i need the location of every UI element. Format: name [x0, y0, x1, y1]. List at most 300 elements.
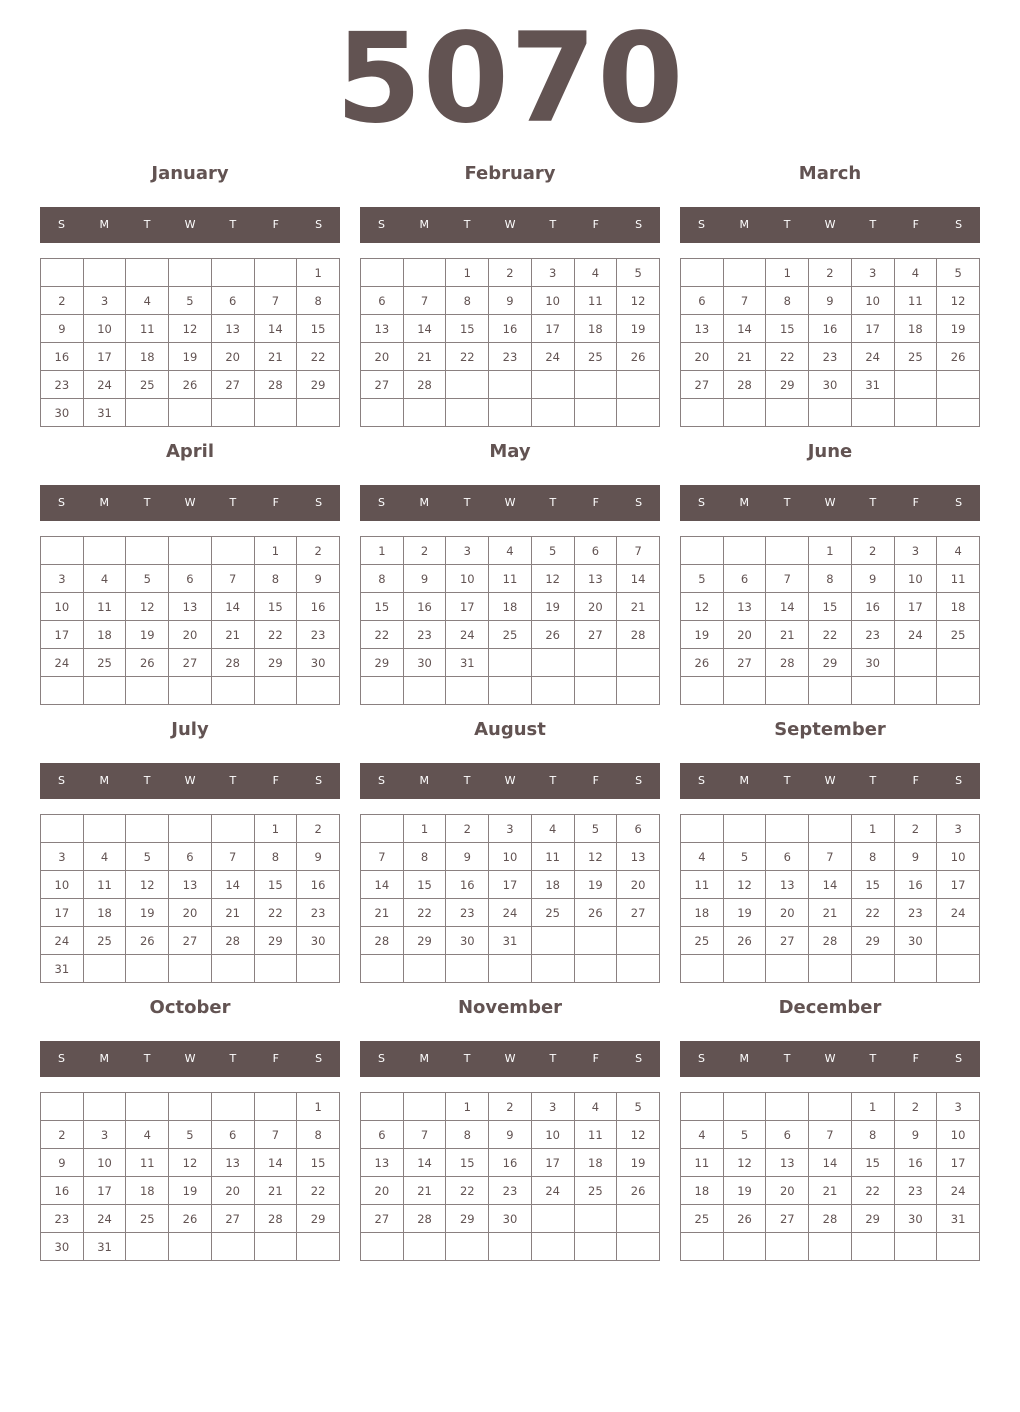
week-row	[41, 315, 340, 343]
day-cell	[254, 677, 297, 705]
week-row	[681, 371, 980, 399]
day-cell: 16	[894, 1149, 937, 1177]
day-cell	[211, 815, 254, 843]
week-row	[41, 537, 340, 565]
day-cell: 5	[617, 1093, 660, 1121]
day-cell: 20	[361, 1177, 404, 1205]
day-cell	[211, 399, 254, 427]
weekday-label: M	[99, 774, 110, 787]
day-cell: 10	[489, 843, 532, 871]
week-row	[681, 315, 980, 343]
day-cell: 23	[489, 343, 532, 371]
week-row	[681, 621, 980, 649]
day-cell: 18	[489, 593, 532, 621]
day-cell: 11	[531, 843, 574, 871]
week-row	[361, 343, 660, 371]
day-cell	[126, 1093, 169, 1121]
week-row	[681, 399, 980, 427]
day-cell	[211, 1093, 254, 1121]
day-cell	[723, 955, 766, 983]
day-cell: 4	[937, 537, 980, 565]
day-cell: 1	[809, 537, 852, 565]
day-cell: 24	[851, 343, 894, 371]
week-row	[361, 1149, 660, 1177]
day-cell: 19	[937, 315, 980, 343]
day-cell: 20	[361, 343, 404, 371]
day-cell: 3	[41, 565, 84, 593]
month-title: November	[457, 997, 563, 1018]
day-cell	[169, 537, 212, 565]
day-cell	[126, 399, 169, 427]
day-cell: 22	[254, 621, 297, 649]
day-cell: 31	[489, 927, 532, 955]
day-cell: 28	[254, 371, 297, 399]
day-cell	[937, 927, 980, 955]
day-cell	[361, 677, 404, 705]
weekday-label: W	[824, 218, 836, 231]
day-cell: 17	[531, 1149, 574, 1177]
day-cell: 4	[83, 843, 126, 871]
weekday-header	[680, 1041, 980, 1077]
weekday-label: M	[99, 218, 110, 231]
week-row	[361, 843, 660, 871]
week-row	[681, 871, 980, 899]
day-cell: 21	[403, 343, 446, 371]
day-cell: 14	[211, 593, 254, 621]
day-cell: 9	[41, 1149, 84, 1177]
day-cell	[361, 1233, 404, 1261]
day-cell: 9	[403, 565, 446, 593]
weekday-header	[40, 485, 340, 521]
weekday-label: T	[549, 496, 557, 509]
day-cell	[681, 537, 724, 565]
day-cell	[211, 537, 254, 565]
day-cell: 2	[446, 815, 489, 843]
week-row	[681, 259, 980, 287]
day-cell: 5	[723, 1121, 766, 1149]
day-cell	[723, 399, 766, 427]
month-title: April	[165, 441, 215, 462]
day-cell	[809, 1233, 852, 1261]
week-row	[41, 371, 340, 399]
day-cell	[41, 815, 84, 843]
weekday-label: S	[57, 774, 65, 787]
day-cell: 22	[446, 343, 489, 371]
weekday-label: S	[635, 218, 643, 231]
day-cell: 3	[531, 259, 574, 287]
day-cell	[574, 371, 617, 399]
day-cell: 16	[297, 871, 340, 899]
day-cell: 10	[894, 565, 937, 593]
day-cell: 30	[489, 1205, 532, 1233]
day-cell: 11	[681, 871, 724, 899]
weekday-label: S	[377, 1052, 385, 1065]
day-cell: 8	[254, 843, 297, 871]
day-cell: 30	[297, 649, 340, 677]
day-cell	[531, 1205, 574, 1233]
day-cell	[617, 371, 660, 399]
week-row	[681, 537, 980, 565]
day-cell	[574, 927, 617, 955]
week-row	[41, 593, 340, 621]
day-cell: 8	[851, 843, 894, 871]
day-cell: 2	[894, 1093, 937, 1121]
day-cell: 11	[126, 315, 169, 343]
month-title: January	[151, 163, 229, 184]
day-cell: 4	[681, 1121, 724, 1149]
day-cell: 24	[531, 1177, 574, 1205]
weekday-label: W	[824, 774, 836, 787]
weekday-label: T	[143, 774, 151, 787]
day-cell: 13	[169, 593, 212, 621]
day-cell: 26	[531, 621, 574, 649]
day-cell: 20	[169, 621, 212, 649]
day-cell: 15	[297, 1149, 340, 1177]
weekday-label: S	[57, 218, 65, 231]
day-cell	[766, 399, 809, 427]
day-cell: 1	[766, 259, 809, 287]
day-cell	[254, 1093, 297, 1121]
day-cell: 8	[361, 565, 404, 593]
day-cell: 25	[531, 899, 574, 927]
day-cell	[83, 1093, 126, 1121]
day-cell: 15	[403, 871, 446, 899]
day-cell: 15	[446, 315, 489, 343]
day-cell: 14	[403, 315, 446, 343]
week-row	[361, 1121, 660, 1149]
day-cell	[489, 371, 532, 399]
day-cell: 12	[723, 871, 766, 899]
day-cell: 12	[531, 565, 574, 593]
day-cell: 5	[169, 1121, 212, 1149]
day-cell: 12	[126, 593, 169, 621]
day-cell: 14	[809, 871, 852, 899]
day-cell	[681, 1233, 724, 1261]
day-cell: 1	[254, 537, 297, 565]
weekday-label: T	[143, 496, 151, 509]
day-cell: 28	[809, 1205, 852, 1233]
day-cell	[681, 1093, 724, 1121]
day-cell	[574, 399, 617, 427]
day-grid	[680, 258, 980, 427]
weekday-label: T	[463, 774, 471, 787]
day-cell: 20	[169, 899, 212, 927]
day-cell: 20	[211, 1177, 254, 1205]
week-row	[361, 649, 660, 677]
day-cell	[41, 259, 84, 287]
day-cell: 16	[41, 1177, 84, 1205]
day-cell	[723, 1093, 766, 1121]
day-cell: 12	[169, 1149, 212, 1177]
day-cell: 27	[169, 927, 212, 955]
day-cell: 12	[126, 871, 169, 899]
day-cell: 19	[169, 1177, 212, 1205]
day-cell	[126, 1233, 169, 1261]
day-cell: 6	[766, 1121, 809, 1149]
week-row	[41, 1149, 340, 1177]
day-cell	[41, 1093, 84, 1121]
week-row	[681, 899, 980, 927]
day-cell: 7	[211, 843, 254, 871]
day-cell: 11	[489, 565, 532, 593]
day-cell: 6	[617, 815, 660, 843]
day-cell: 21	[723, 343, 766, 371]
day-cell: 26	[681, 649, 724, 677]
day-cell: 13	[211, 315, 254, 343]
day-cell: 8	[254, 565, 297, 593]
day-cell: 25	[574, 1177, 617, 1205]
week-row	[361, 537, 660, 565]
day-cell: 23	[403, 621, 446, 649]
month-title: May	[489, 441, 531, 462]
day-cell: 1	[254, 815, 297, 843]
day-cell	[681, 399, 724, 427]
day-grid	[360, 258, 660, 427]
week-row	[681, 1233, 980, 1261]
day-cell: 18	[126, 1177, 169, 1205]
day-cell: 29	[446, 1205, 489, 1233]
day-cell	[297, 955, 340, 983]
day-cell: 7	[403, 1121, 446, 1149]
day-cell: 25	[574, 343, 617, 371]
week-row	[681, 649, 980, 677]
week-row	[41, 899, 340, 927]
day-cell	[531, 399, 574, 427]
day-cell: 23	[894, 1177, 937, 1205]
weekday-label: T	[869, 1052, 877, 1065]
day-cell: 10	[851, 287, 894, 315]
month-title: December	[778, 997, 882, 1018]
day-cell	[297, 399, 340, 427]
day-cell	[403, 955, 446, 983]
day-cell	[83, 815, 126, 843]
week-row	[361, 259, 660, 287]
weekday-label: T	[229, 496, 237, 509]
week-row	[681, 927, 980, 955]
day-cell: 17	[937, 1149, 980, 1177]
day-cell: 14	[403, 1149, 446, 1177]
day-cell	[617, 1205, 660, 1233]
day-cell: 1	[297, 259, 340, 287]
day-cell: 15	[254, 871, 297, 899]
day-cell: 21	[211, 899, 254, 927]
day-cell: 21	[403, 1177, 446, 1205]
day-cell: 25	[83, 649, 126, 677]
day-cell: 27	[361, 1205, 404, 1233]
weekday-label: M	[419, 496, 430, 509]
day-cell: 18	[681, 1177, 724, 1205]
day-cell: 5	[574, 815, 617, 843]
month-title: March	[798, 163, 862, 184]
day-cell: 14	[766, 593, 809, 621]
day-cell: 6	[169, 565, 212, 593]
day-cell: 23	[297, 621, 340, 649]
day-cell: 9	[297, 843, 340, 871]
week-row	[41, 649, 340, 677]
day-cell: 31	[83, 1233, 126, 1261]
day-cell: 5	[681, 565, 724, 593]
week-row	[681, 955, 980, 983]
day-cell	[361, 1093, 404, 1121]
day-cell	[211, 677, 254, 705]
day-cell: 27	[681, 371, 724, 399]
day-cell: 28	[617, 621, 660, 649]
day-cell: 24	[531, 343, 574, 371]
day-cell: 8	[851, 1121, 894, 1149]
day-cell: 27	[766, 927, 809, 955]
week-row	[681, 287, 980, 315]
day-cell	[809, 815, 852, 843]
day-cell: 12	[617, 1121, 660, 1149]
day-cell: 9	[446, 843, 489, 871]
day-cell: 6	[211, 1121, 254, 1149]
day-cell: 31	[41, 955, 84, 983]
day-cell	[403, 677, 446, 705]
weekday-label: M	[739, 218, 750, 231]
weekday-label: S	[377, 496, 385, 509]
day-cell: 24	[446, 621, 489, 649]
day-cell: 24	[41, 649, 84, 677]
day-cell: 5	[531, 537, 574, 565]
day-cell	[617, 399, 660, 427]
weekday-label: S	[697, 496, 705, 509]
day-cell: 15	[851, 1149, 894, 1177]
day-cell: 19	[723, 899, 766, 927]
day-cell: 28	[254, 1205, 297, 1233]
day-grid	[40, 258, 340, 427]
day-cell: 17	[41, 899, 84, 927]
day-cell	[681, 259, 724, 287]
day-cell: 20	[681, 343, 724, 371]
day-cell: 6	[211, 287, 254, 315]
day-cell	[403, 1233, 446, 1261]
day-cell: 2	[809, 259, 852, 287]
day-grid	[360, 814, 660, 983]
day-cell: 28	[361, 927, 404, 955]
day-cell: 16	[489, 1149, 532, 1177]
day-cell: 19	[126, 899, 169, 927]
day-cell	[574, 1233, 617, 1261]
week-row	[41, 927, 340, 955]
day-cell	[851, 1233, 894, 1261]
day-cell: 22	[254, 899, 297, 927]
day-cell	[617, 927, 660, 955]
day-cell	[489, 955, 532, 983]
weekday-header	[360, 207, 660, 243]
day-cell	[41, 537, 84, 565]
day-cell: 16	[851, 593, 894, 621]
day-cell: 16	[41, 343, 84, 371]
weekday-label: F	[912, 496, 919, 509]
day-cell: 16	[489, 315, 532, 343]
day-cell	[254, 259, 297, 287]
day-cell	[361, 399, 404, 427]
week-row	[681, 1205, 980, 1233]
day-cell	[851, 399, 894, 427]
week-row	[361, 1205, 660, 1233]
day-cell: 4	[489, 537, 532, 565]
day-cell: 15	[254, 593, 297, 621]
day-cell: 26	[617, 343, 660, 371]
day-cell	[937, 677, 980, 705]
day-cell: 4	[531, 815, 574, 843]
day-cell: 23	[851, 621, 894, 649]
day-cell	[403, 259, 446, 287]
day-cell	[169, 1233, 212, 1261]
day-cell	[766, 955, 809, 983]
week-row	[361, 371, 660, 399]
day-cell: 30	[851, 649, 894, 677]
week-row	[361, 815, 660, 843]
day-cell	[574, 1205, 617, 1233]
week-row	[361, 899, 660, 927]
day-cell: 3	[937, 1093, 980, 1121]
day-cell: 9	[809, 287, 852, 315]
day-cell	[937, 649, 980, 677]
day-cell: 29	[297, 1205, 340, 1233]
day-cell: 7	[254, 287, 297, 315]
day-cell: 11	[83, 593, 126, 621]
day-cell: 8	[446, 1121, 489, 1149]
day-cell: 2	[297, 537, 340, 565]
day-cell	[617, 677, 660, 705]
week-row	[681, 565, 980, 593]
day-cell: 4	[894, 259, 937, 287]
weekday-label: S	[315, 218, 323, 231]
month-title: October	[149, 997, 231, 1018]
week-row	[681, 843, 980, 871]
day-cell: 12	[574, 843, 617, 871]
day-cell: 7	[211, 565, 254, 593]
weekday-label: F	[272, 218, 279, 231]
weekday-label: F	[272, 774, 279, 787]
day-cell: 27	[211, 1205, 254, 1233]
day-cell: 3	[41, 843, 84, 871]
day-cell: 1	[446, 259, 489, 287]
weekday-label: T	[463, 1052, 471, 1065]
weekday-label: T	[869, 774, 877, 787]
day-cell	[297, 677, 340, 705]
weekday-label: T	[549, 774, 557, 787]
day-cell: 13	[723, 593, 766, 621]
day-cell: 19	[126, 621, 169, 649]
day-cell: 3	[894, 537, 937, 565]
day-cell	[723, 537, 766, 565]
month-title: July	[171, 719, 209, 740]
day-cell	[489, 399, 532, 427]
day-cell: 28	[403, 371, 446, 399]
month-title: September	[774, 719, 886, 740]
week-row	[681, 1149, 980, 1177]
day-cell: 5	[126, 565, 169, 593]
day-cell	[126, 259, 169, 287]
day-cell: 26	[126, 927, 169, 955]
day-cell: 12	[937, 287, 980, 315]
month-title: February	[464, 163, 556, 184]
day-cell: 29	[403, 927, 446, 955]
day-cell: 8	[297, 287, 340, 315]
day-cell: 4	[681, 843, 724, 871]
day-cell: 15	[446, 1149, 489, 1177]
day-cell: 2	[297, 815, 340, 843]
day-cell: 18	[531, 871, 574, 899]
day-cell: 31	[851, 371, 894, 399]
weekday-label: T	[869, 496, 877, 509]
day-cell: 19	[617, 1149, 660, 1177]
week-row	[361, 1177, 660, 1205]
day-cell	[126, 677, 169, 705]
day-cell: 20	[766, 899, 809, 927]
